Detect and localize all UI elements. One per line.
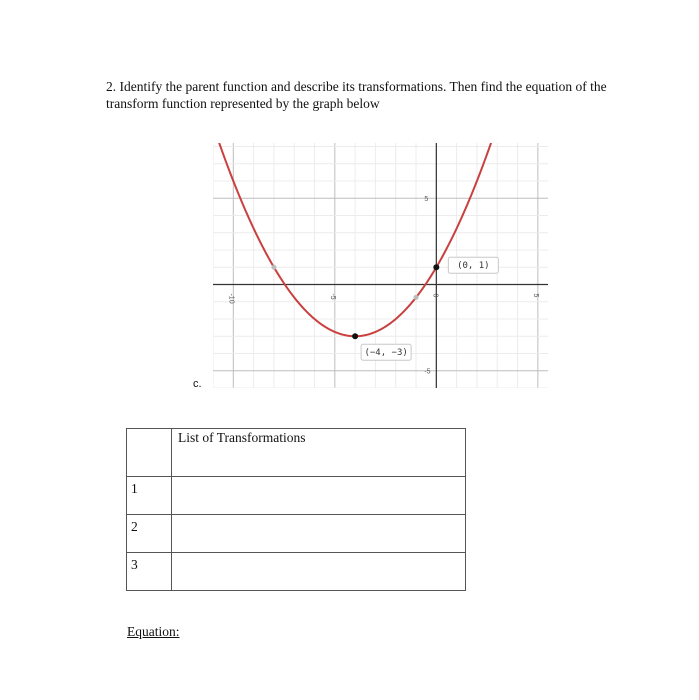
row-number-cell <box>127 477 172 515</box>
table-row <box>127 515 466 553</box>
point-label: (0, 1) <box>457 261 490 272</box>
equation-label: Equation: <box>127 624 180 639</box>
vertex-point <box>352 333 358 339</box>
y-tick-label: 5 <box>424 196 429 204</box>
row-number-cell <box>127 553 172 591</box>
table-cell[interactable] <box>172 429 466 477</box>
y-intercept-point <box>433 264 439 270</box>
row-number: 2 <box>131 519 138 534</box>
y-tick-label: -5 <box>424 368 431 376</box>
question-text <box>106 78 646 112</box>
x-tick-label: -10 <box>227 293 235 304</box>
table-header: List of Transformations <box>178 430 306 445</box>
question-line-2: transform function represented by the graph below <box>106 96 380 111</box>
row-number-cell <box>127 515 172 553</box>
table-row <box>127 553 466 591</box>
question-line-1: 2. Identify the parent function and describe its transformations. Then find the equation of the <box>106 79 607 94</box>
table-row <box>127 477 466 515</box>
transformation-entry-cell[interactable] <box>172 477 466 515</box>
row-number: 1 <box>131 481 138 496</box>
reference-point <box>271 265 276 270</box>
reference-point <box>414 295 419 300</box>
parabola-graph <box>213 143 548 388</box>
part-label: c. <box>193 378 202 390</box>
point-label: (−4, −3) <box>364 348 408 359</box>
transformations-table <box>126 428 466 591</box>
row-number: 3 <box>131 557 138 572</box>
table-cell <box>127 429 172 477</box>
table-header-row <box>127 429 466 477</box>
transformation-entry-cell[interactable] <box>172 515 466 553</box>
x-tick-label: 0 <box>431 293 439 298</box>
x-tick-label: -5 <box>328 293 336 300</box>
x-tick-label: 5 <box>531 293 539 298</box>
transformation-entry-cell[interactable] <box>172 553 466 591</box>
